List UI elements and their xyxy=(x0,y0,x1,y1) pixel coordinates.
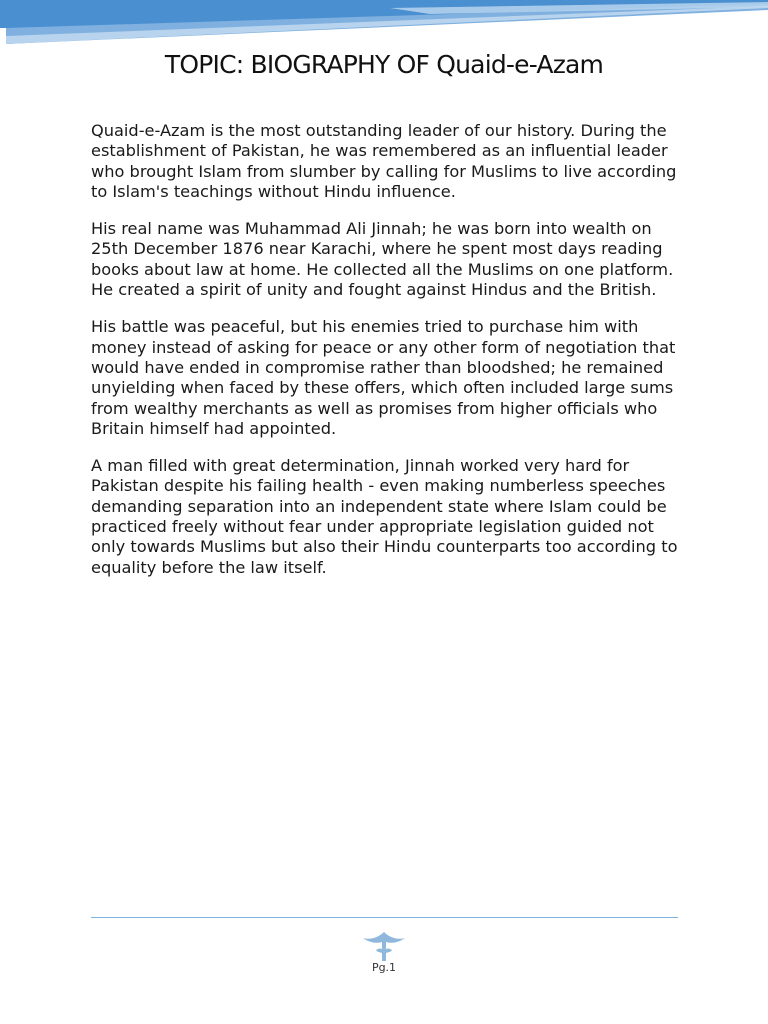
paragraph-determination: A man filled with great determination, Jinnah worked very hard for Pakistan despite his failing health - even making numberless speeches demanding separation into an independent state where Islam could be practiced freely without fear under appropriate legislation guided not only towards Muslims but also their Hindu counterparts too according to equality before the law itself. xyxy=(91,456,678,577)
paragraph-early-life: His real name was Muhammad Ali Jinnah; he was born into wealth on 25th December 1876 near Karachi, where he spent most days reading books about law at home. He collected all the Muslims on one platform. He created a spirit of unity and fought against Hindus and the British. xyxy=(91,219,674,300)
header-decoration-band xyxy=(0,0,768,48)
document-body xyxy=(91,121,683,595)
arrow-tree-logo-icon xyxy=(360,928,408,964)
footer-divider xyxy=(91,917,678,918)
paragraph-battle: His battle was peaceful, but his enemies tried to purchase him with money instead of asking for peace or any other form of negotiation that would have ended in compromise rather than bloodshed; he remained unyielding when faced by these offers, which often included large sums from wealthy merchants as well as promises from higher officials who Britain himself had appointed. xyxy=(91,317,676,438)
paragraph-intro: Quaid-e-Azam is the most outstanding leader of our history. During the establishment of Pakistan, he was remembered as an influential leader who brought Islam from slumber by calling for Muslims to live according to Islam's teachings without Hindu influence. xyxy=(91,121,677,201)
page-number: Pg.1 xyxy=(371,961,397,974)
page-title: TOPIC: BIOGRAPHY OF Quaid-e-Azam xyxy=(164,50,604,79)
